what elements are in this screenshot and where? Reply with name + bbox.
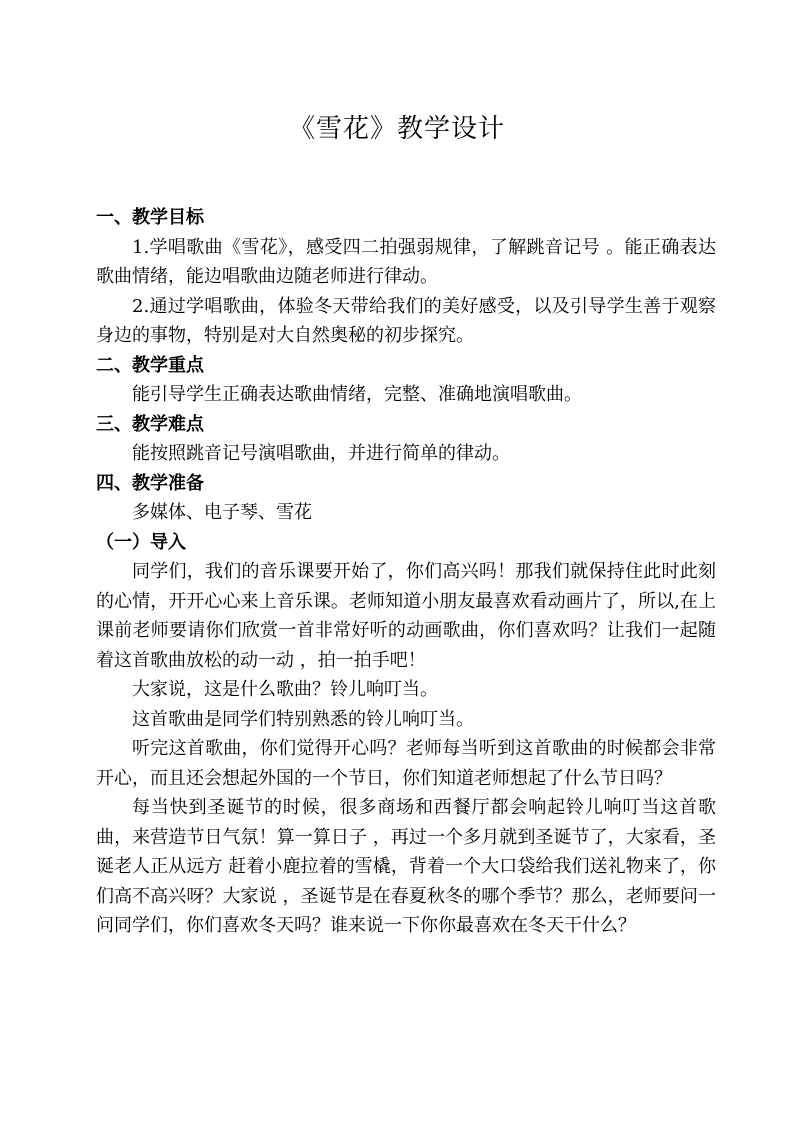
document-body: [96, 203, 716, 941]
intro-paragraph-4: 听完这首歌曲，你们觉得开心吗？老师每当听到这首歌曲的时候都会非常开心，而且还会想起外国的一个节日，你们知道老师想起了什么节日吗？: [96, 738, 716, 789]
intro-paragraph-2: 大家说，这是什么歌曲？铃儿响叮当。: [132, 679, 438, 700]
intro-paragraph-5: 每当快到圣诞节的时候，很多商场和西餐厅都会响起铃儿响叮当这首歌曲，来营造节日气氛！算一算日子 ，再过一个多月就到圣诞节了，大家看，圣诞老人正从远方 赶着小鹿拉着的雪橇，背着一个大口袋给我们送礼物来了，你们高不高兴呀？大家说 ，圣诞节是在春夏秋冬的哪个季节？那么，老师要问一问同学们，你们喜欢冬天吗？谁来说一下你你最喜欢在冬天干什么？: [96, 797, 716, 936]
section-heading-intro: （一）导入: [96, 531, 186, 553]
objective-item-2: 2.通过学唱歌曲，体验冬天带给我们的美好感受，以及引导学生善于观察身边的事物，特别是对大自然奥秘的初步探究。: [96, 295, 716, 346]
section-heading-difficulties: 三、教学难点: [96, 413, 204, 435]
difficulties-text: 能按照跳音记号演唱歌曲，并进行简单的律动。: [132, 443, 510, 464]
key-points-text: 能引导学生正确表达歌曲情绪，完整、准确地演唱歌曲。: [132, 384, 582, 405]
section-heading-key-points: 二、教学重点: [96, 354, 204, 376]
section-heading-objectives: 一、教学目标: [96, 207, 204, 228]
section-heading-preparation: 四、教学准备: [96, 472, 204, 494]
preparation-text: 多媒体、电子琴、雪花: [132, 502, 312, 523]
objective-item-1: 1.学唱歌曲《雪花》，感受四二拍强弱规律，了解跳音记号 。能正确表达歌曲情绪，能边唱歌曲边随老师进行律动。: [96, 236, 716, 287]
intro-paragraph-1: 同学们，我们的音乐课要开始了，你们高兴吗！那我们就保持住此时此刻的心情，开开心心来上音乐课。老师知道小朋友最喜欢看动画片了，所以,在上课前老师要请你们欣赏一首非常好听的动画歌曲，你们喜欢吗？让我们一起随着这首歌曲放松的动一动 ，拍一拍手吧！: [96, 561, 716, 671]
document-title: 《雪花》教学设计: [288, 114, 505, 144]
intro-paragraph-3: 这首歌曲是同学们特别熟悉的铃儿响叮当。: [132, 708, 474, 730]
